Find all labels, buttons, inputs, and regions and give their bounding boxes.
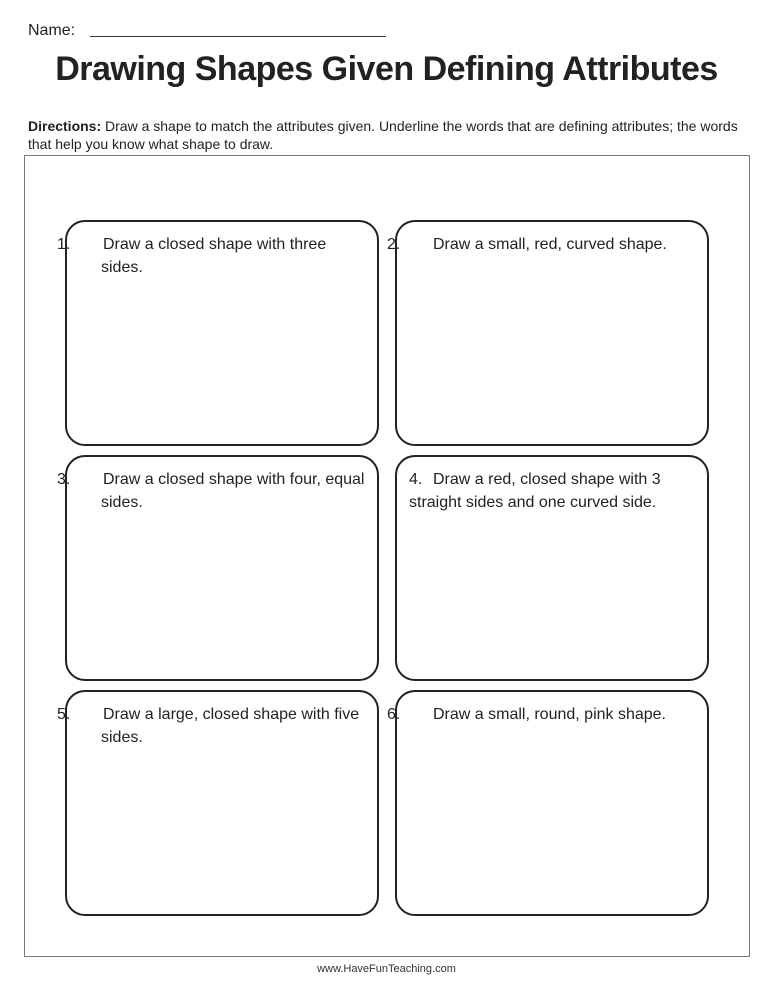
task-label-6: Draw a small, round, pink shape. bbox=[433, 706, 666, 723]
task-number-3: 3. bbox=[57, 471, 71, 488]
directions bbox=[28, 117, 748, 153]
task-label-5: Draw a large, closed shape with five sides. bbox=[101, 706, 360, 746]
task-label-2: Draw a small, red, curved shape. bbox=[433, 236, 667, 253]
task-box-6[interactable] bbox=[387, 690, 709, 916]
page-title: Drawing Shapes Given Defining Attributes bbox=[55, 50, 718, 88]
task-number-2: 2. bbox=[387, 236, 401, 253]
task-number-4: 4. bbox=[409, 471, 423, 488]
task-number-1: 1. bbox=[57, 236, 71, 253]
task-text-6 bbox=[387, 703, 695, 726]
task-box-4[interactable] bbox=[395, 455, 709, 681]
task-text-2 bbox=[387, 233, 695, 256]
name-input-line[interactable] bbox=[90, 36, 386, 37]
task-label-4: Draw a red, closed shape with 3 straight sides and one curved side. bbox=[409, 471, 661, 511]
task-label-1: Draw a closed shape with three sides. bbox=[101, 236, 327, 276]
name-label: Name: bbox=[28, 22, 76, 39]
task-text-5 bbox=[57, 703, 365, 749]
task-text-1 bbox=[57, 233, 365, 279]
name-row bbox=[28, 22, 386, 40]
task-box-1[interactable] bbox=[57, 220, 379, 446]
task-label-3: Draw a closed shape with four, equal sides. bbox=[101, 471, 365, 511]
directions-text: Draw a shape to match the attributes given. Underline the words that are defining attributes; the words that help you know what shape to draw. bbox=[28, 118, 738, 152]
directions-label: Directions: bbox=[28, 118, 102, 134]
task-box-3[interactable] bbox=[57, 455, 379, 681]
task-text-4 bbox=[409, 468, 695, 514]
task-number-5: 5. bbox=[57, 706, 71, 723]
task-box-5[interactable] bbox=[57, 690, 379, 916]
task-box-2[interactable] bbox=[387, 220, 709, 446]
task-text-3 bbox=[57, 468, 365, 514]
footer-site: www.HaveFunTeaching.com bbox=[317, 963, 456, 975]
task-number-6: 6. bbox=[387, 706, 401, 723]
